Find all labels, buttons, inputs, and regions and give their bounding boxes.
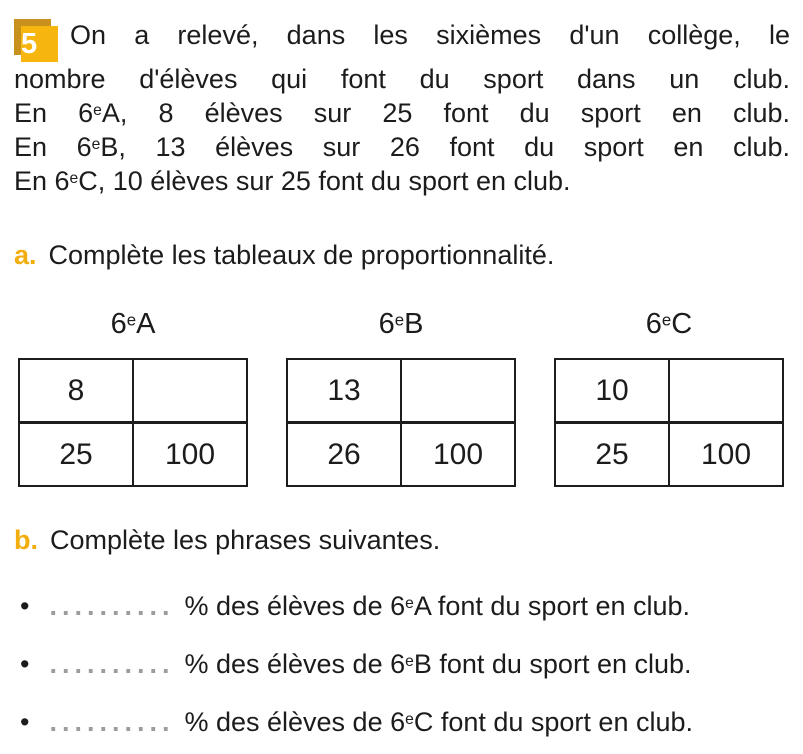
table-title-text: C — [671, 308, 693, 340]
table-title-text: B — [404, 308, 424, 340]
bullet-icon: • — [20, 707, 30, 737]
superscript-e: e — [405, 652, 414, 670]
table-cell-blank — [133, 359, 247, 423]
bullet-icon: • — [20, 649, 30, 679]
bullet-text: A — [413, 591, 431, 621]
bullet-sentence-6b — [14, 647, 790, 681]
bullet-text: % des élèves de 6 — [184, 707, 406, 737]
intro-line-3 — [14, 96, 790, 130]
table-block-6b — [286, 308, 516, 487]
intro-text: En 6 — [14, 98, 94, 128]
table-title-text: 6 — [645, 308, 662, 340]
table-title-text: 6 — [110, 308, 127, 340]
bullet-icon: • — [20, 591, 30, 621]
proportionality-table-6b — [286, 358, 516, 487]
intro-text: B, 13 élèves sur 26 font du sport en club. — [100, 132, 790, 162]
intro-text: On a relevé, dans les sixièmes d'un collège, le — [70, 20, 790, 50]
intro-text: En 6 — [14, 166, 70, 196]
superscript-e: e — [91, 135, 101, 153]
table-cell: 26 — [287, 423, 401, 487]
intro-text: En 6 — [14, 132, 92, 162]
table-title-text: 6 — [378, 308, 395, 340]
bullet-text: B — [413, 649, 432, 679]
table-title-6b — [286, 308, 516, 340]
superscript-e: e — [394, 310, 405, 330]
bullet-text: font du sport en club. — [433, 707, 693, 737]
exercise-number-badge — [21, 26, 58, 62]
table-title-text: A — [136, 308, 156, 340]
intro-text: nombre d'élèves qui font du sport dans un club. — [14, 64, 790, 94]
superscript-e: e — [69, 169, 79, 187]
intro-line-4 — [14, 130, 790, 164]
bullet-sentences — [14, 589, 790, 739]
proportionality-table-6c — [554, 358, 784, 487]
table-block-6c — [554, 308, 784, 487]
table-title-6a — [18, 308, 248, 340]
answer-blank-dots: .......... — [49, 707, 175, 737]
bullet-sentence-6c — [14, 705, 790, 739]
superscript-e: e — [661, 310, 672, 330]
part-a-label: a. — [14, 240, 37, 270]
bullet-sentence-6a — [14, 589, 790, 623]
table-cell: 100 — [669, 423, 783, 487]
bullet-text: font du sport en club. — [430, 591, 691, 621]
table-cell: 10 — [555, 359, 669, 423]
bullet-text: font du sport en club. — [431, 649, 692, 679]
table-cell: 8 — [19, 359, 133, 423]
superscript-e: e — [405, 710, 414, 728]
part-b-text: Complète les phrases suivantes. — [50, 525, 441, 555]
exercise-number: 5 — [21, 28, 38, 60]
part-a-text: Complète les tableaux de proportionnalité. — [48, 240, 555, 270]
part-a-instruction — [14, 238, 790, 272]
tables-row — [18, 308, 790, 487]
table-cell: 25 — [19, 423, 133, 487]
intro-text: C, 10 élèves sur 25 font du sport en club. — [78, 166, 571, 196]
intro-line-2 — [14, 62, 790, 96]
table-cell: 100 — [401, 423, 515, 487]
superscript-e: e — [126, 310, 137, 330]
table-cell-blank — [401, 359, 515, 423]
intro-text: A, 8 élèves sur 25 font du sport en club. — [101, 98, 790, 128]
part-b-label: b. — [14, 525, 38, 555]
proportionality-table-6a — [18, 358, 248, 487]
superscript-e: e — [93, 101, 102, 119]
table-cell: 100 — [133, 423, 247, 487]
intro-line-1 — [14, 18, 790, 62]
bullet-text: C — [413, 707, 434, 737]
answer-blank-dots: .......... — [49, 591, 175, 621]
superscript-e: e — [405, 594, 414, 612]
table-cell: 13 — [287, 359, 401, 423]
table-block-6a — [18, 308, 248, 487]
bullet-text: % des élèves de 6 — [184, 649, 406, 679]
intro-line-5 — [14, 164, 790, 198]
answer-blank-dots: .......... — [49, 649, 175, 679]
table-title-6c — [554, 308, 784, 340]
table-cell: 25 — [555, 423, 669, 487]
part-b-instruction — [14, 523, 790, 557]
exercise-intro — [14, 18, 790, 198]
table-cell-blank — [669, 359, 783, 423]
bullet-text: % des élèves de 6 — [184, 591, 406, 621]
